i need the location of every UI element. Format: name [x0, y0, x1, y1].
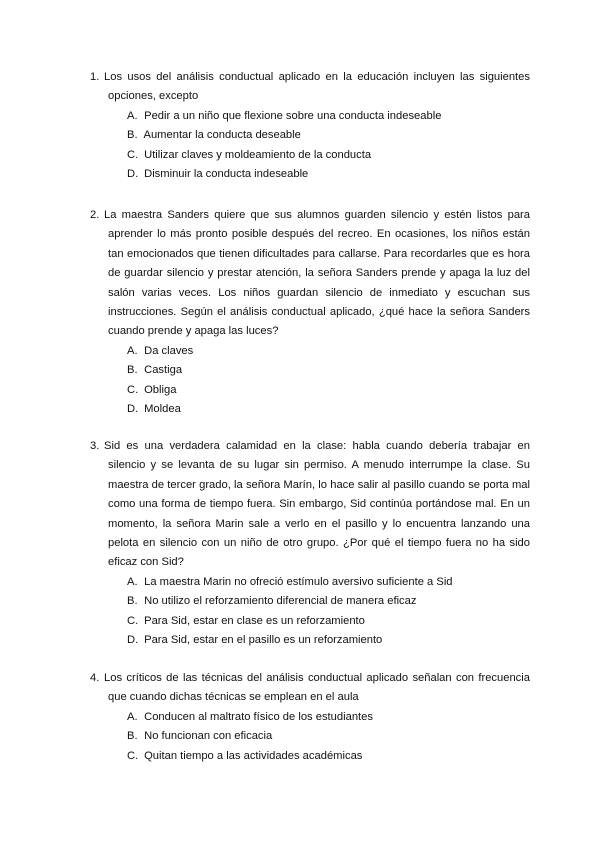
option-d: [127, 165, 530, 184]
option-c: [127, 381, 530, 400]
option-letter: B.: [127, 129, 138, 142]
option-letter: D.: [127, 168, 139, 181]
option-b: [127, 361, 530, 380]
question-stem: [90, 669, 530, 708]
option-a: [127, 573, 530, 592]
option-list: [90, 708, 530, 766]
option-b: [127, 592, 530, 611]
option-b: [127, 727, 530, 746]
question-number: 2.: [90, 209, 100, 221]
question-4: [90, 669, 530, 766]
option-text: Para Sid, estar en clase es un reforzamiento: [144, 614, 365, 627]
option-c: [127, 612, 530, 631]
option-list: [90, 573, 530, 651]
option-letter: A.: [127, 344, 138, 357]
option-letter: D.: [127, 403, 139, 416]
question-2: [90, 206, 530, 419]
option-letter: A.: [127, 575, 138, 588]
option-letter: B.: [127, 730, 138, 743]
option-letter: C.: [127, 749, 139, 762]
option-letter: C.: [127, 383, 139, 396]
option-list: [90, 342, 530, 420]
option-text: Conducen al maltrato físico de los estudiantes: [144, 710, 373, 723]
question-text: La maestra Sanders quiere que sus alumnos guarden silencio y estén listos para aprender lo más pronto posible después del recreo. En ocasiones, los niños están tan emocionados que tienen dificultades para callarse. Para recordarles que es hora de guardar silencio y prestar atención, la señora Sanders prende y apaga la luz del salón varias veces. Los niños guardan silencio de inmediato y escuchan sus instrucciones. Según el análisis conductual aplicado, ¿qué hace la señora Sanders cuando prende y apaga las luces?: [104, 209, 530, 338]
option-a: [127, 107, 530, 126]
option-letter: C.: [127, 148, 139, 161]
option-d: [127, 400, 530, 419]
option-a: [127, 342, 530, 361]
question-1: [90, 68, 530, 184]
option-text: Utilizar claves y moldeamiento de la conducta: [144, 148, 372, 161]
question-3: [90, 437, 530, 650]
option-letter: A.: [127, 710, 138, 723]
option-c: [127, 747, 530, 766]
question-number: 4.: [90, 672, 100, 684]
option-text: Disminuir la conducta indeseable: [144, 168, 309, 181]
question-text: Los usos del análisis conductual aplicado en la educación incluyen las siguientes opciones, excepto: [104, 71, 530, 103]
option-text: Aumentar la conducta deseable: [143, 129, 301, 142]
option-letter: B.: [127, 364, 138, 377]
question-stem: [90, 437, 530, 573]
option-text: Obliga: [144, 383, 177, 396]
option-c: [127, 146, 530, 165]
question-stem: [90, 206, 530, 342]
option-letter: A.: [127, 109, 138, 122]
option-text: Pedir a un niño que flexione sobre una conducta indeseable: [144, 109, 442, 122]
question-stem: [90, 68, 530, 107]
option-text: Castiga: [144, 364, 183, 377]
option-letter: D.: [127, 634, 139, 647]
option-d: [127, 631, 530, 650]
option-text: Quitan tiempo a las actividades académicas: [144, 749, 363, 762]
option-a: [127, 708, 530, 727]
question-number: 1.: [90, 71, 100, 83]
option-text: La maestra Marin no ofreció estímulo aversivo suficiente a Sid: [144, 575, 453, 588]
option-text: Moldea: [144, 403, 181, 416]
option-text: No funcionan con eficacia: [144, 730, 273, 743]
question-text: Sid es una verdadera calamidad en la clase: habla cuando debería trabajar en silencio y se levanta de su lugar sin permiso. A menudo interrumpe la clase. Su maestra de tercer grado, la señora Marín, lo hace salir al pasillo cuando se porta mal como una forma de tiempo fuera. Sin embargo, Sid continúa portándose mal. En un momento, la señora Marin sale a verlo en el pasillo y lo encuentra lanzando una pelota en silencio con un niño de otro grupo. ¿Por qué el tiempo fuera no ha sido eficaz con Sid?: [104, 440, 530, 569]
question-text: Los críticos de las técnicas del análisis conductual aplicado señalan con frecuencia que cuando dichas técnicas se emplean en el aula: [104, 672, 530, 704]
option-text: Da claves: [144, 344, 194, 357]
option-letter: B.: [127, 595, 138, 608]
option-text: No utilizo el reforzamiento diferencial de manera eficaz: [144, 595, 417, 608]
option-b: [127, 126, 530, 145]
option-letter: C.: [127, 614, 139, 627]
option-text: Para Sid, estar en el pasillo es un reforzamiento: [144, 634, 383, 647]
option-list: [90, 107, 530, 185]
question-number: 3.: [90, 440, 100, 452]
